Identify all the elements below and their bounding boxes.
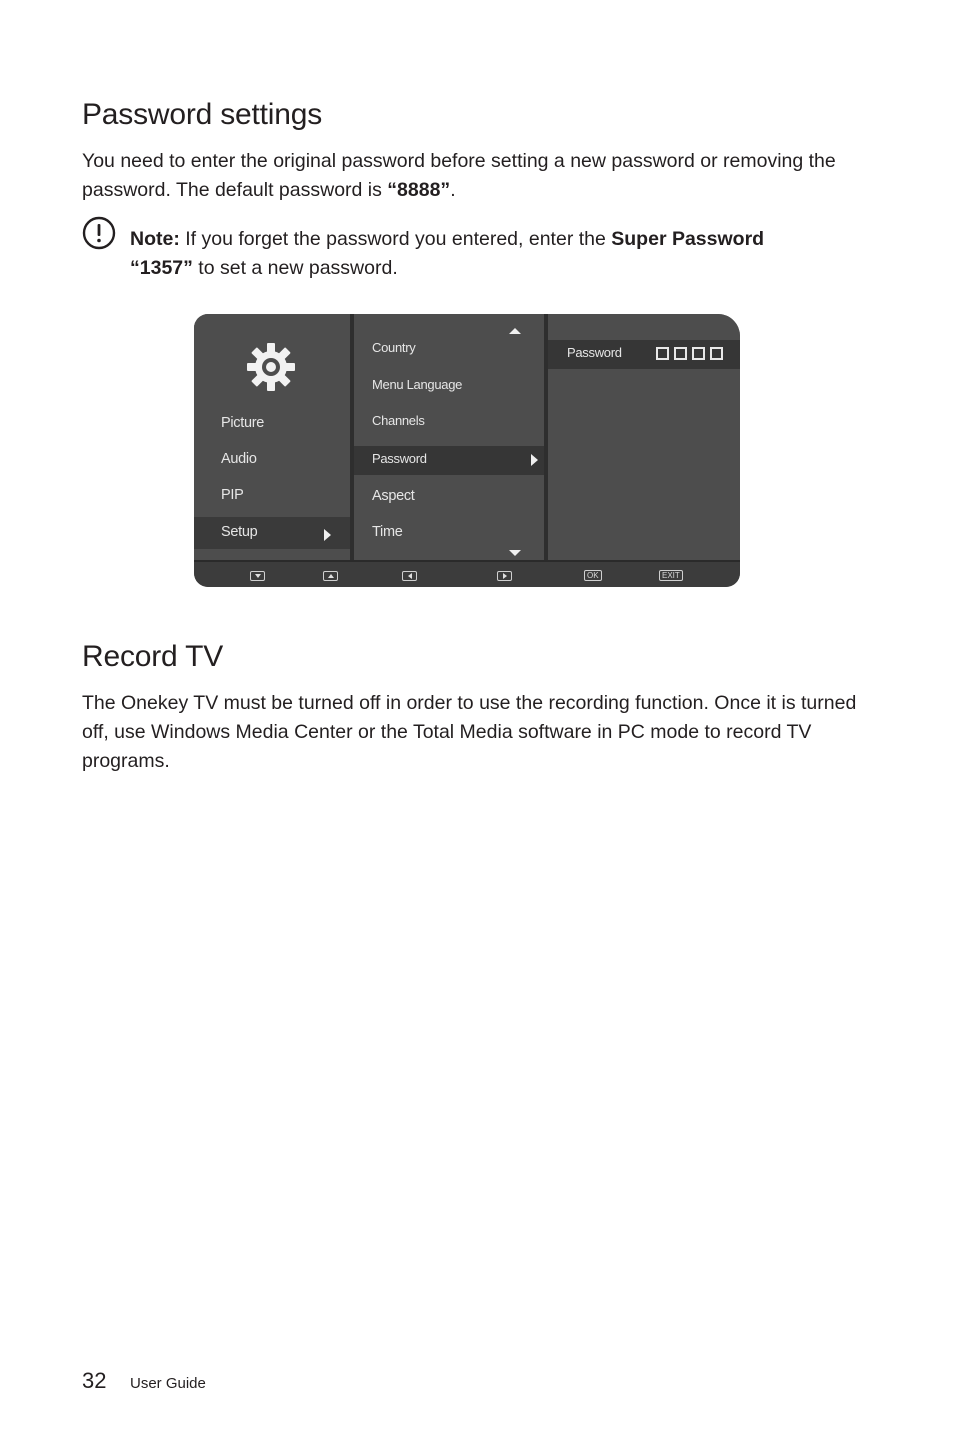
up-key-icon — [323, 571, 338, 581]
scroll-down-icon — [509, 550, 521, 556]
osd-submenu-item-channels[interactable]: Channels — [372, 413, 425, 428]
osd-submenu-item-menu-language[interactable]: Menu Language — [372, 377, 463, 392]
password-intro-text: You need to enter the original password before setting a new password or removing the password. The default password is — [82, 150, 836, 201]
down-key-icon — [250, 571, 265, 581]
osd-submenu-item-password[interactable]: Password — [372, 451, 427, 466]
page-number: 32 — [82, 1368, 107, 1393]
super-password-label: Super Password — [611, 228, 765, 250]
chevron-right-icon — [324, 529, 331, 541]
osd-menu-item-pip[interactable]: PIP — [221, 487, 244, 503]
password-intro-end: . — [450, 179, 456, 201]
osd-submenu-item-aspect[interactable]: Aspect — [372, 488, 415, 504]
section-title-password-settings: Password settings — [82, 98, 323, 131]
note-label: Note: — [130, 228, 180, 250]
section-title-record-tv: Record TV — [82, 640, 224, 673]
ok-key-icon: OK — [584, 570, 602, 581]
exit-key-icon: EXIT — [659, 570, 683, 581]
footer-label: User Guide — [130, 1375, 206, 1392]
osd-menu-item-picture[interactable]: Picture — [221, 415, 265, 431]
password-digit-box[interactable] — [656, 347, 669, 360]
left-key-icon — [402, 571, 417, 581]
default-password: “8888” — [387, 179, 451, 201]
osd-submenu-item-time[interactable]: Time — [372, 524, 403, 540]
password-intro-paragraph — [82, 147, 882, 205]
osd-submenu-item-country[interactable]: Country — [372, 340, 416, 355]
tv-osd-menu-screenshot — [194, 314, 740, 587]
scroll-up-icon — [509, 328, 521, 334]
exclamation-circle-icon — [82, 216, 116, 250]
password-digit-box[interactable] — [710, 347, 723, 360]
super-password-value: “1357” — [130, 257, 193, 279]
password-digit-box[interactable] — [692, 347, 705, 360]
chevron-right-icon — [531, 454, 538, 466]
record-tv-paragraph: The Onekey TV must be turned off in order to use the recording function. Once it is turned off, use Windows Media Center or the Total Media software in PC mode to record TV programs. — [82, 692, 857, 772]
osd-menu-item-setup[interactable]: Setup — [221, 524, 258, 540]
note-text-1: If you forget the password you entered, enter the — [179, 228, 612, 250]
note-paragraph — [130, 225, 870, 283]
password-digit-box[interactable] — [674, 347, 687, 360]
osd-password-label: Password — [567, 345, 622, 360]
osd-menu-item-audio[interactable]: Audio — [221, 451, 257, 467]
note-text-2: to set a new password. — [192, 257, 398, 279]
right-key-icon — [497, 571, 512, 581]
gear-icon — [244, 340, 298, 394]
